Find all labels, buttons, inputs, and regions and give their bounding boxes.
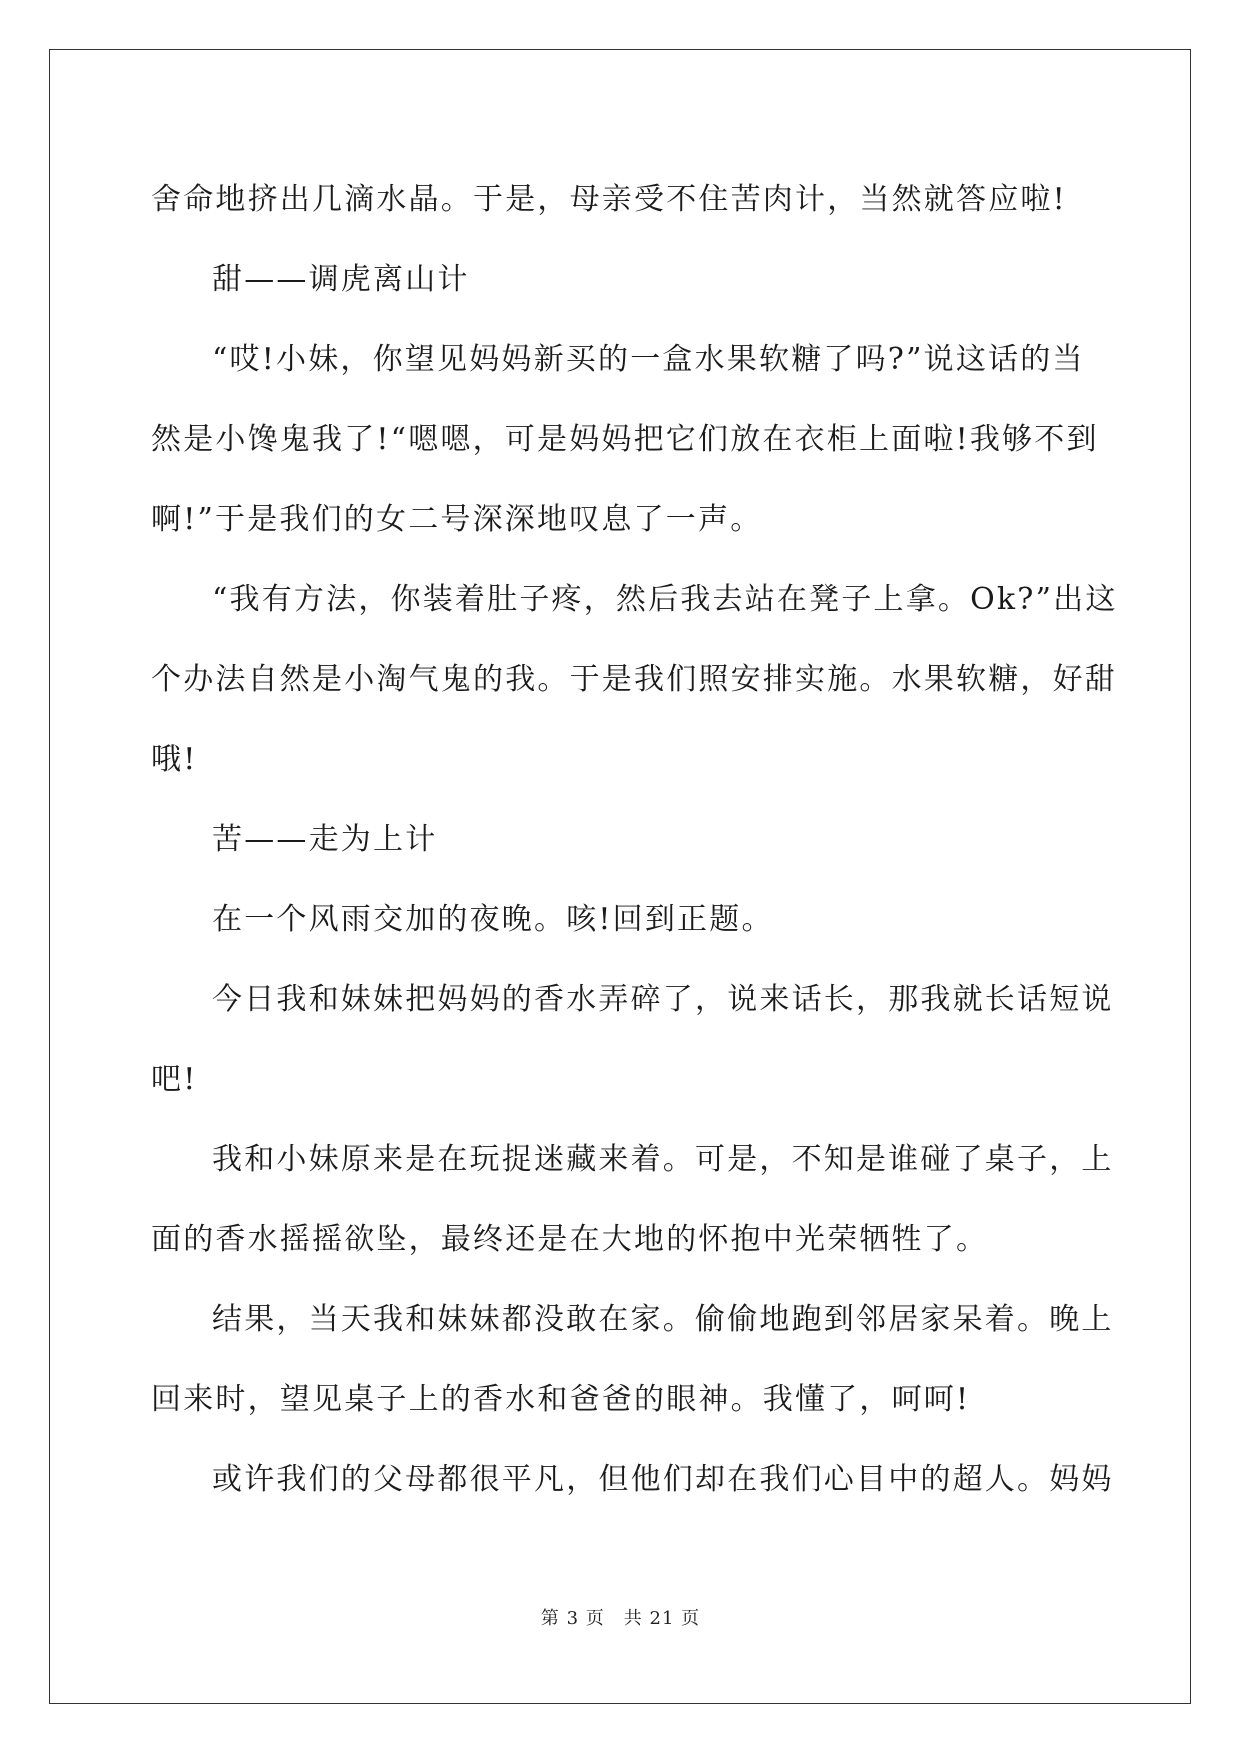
document-body [151,160,1118,1520]
text-line: “哎!小妹，你望见妈妈新买的一盒水果软糖了吗?”说这话的当 [212,342,1085,377]
text-line: 面的香水摇摇欲坠，最终还是在大地的怀抱中光荣牺牲了。 [151,1222,989,1257]
text-line: 在一个风雨交加的夜晚。咳!回到正题。 [212,902,774,937]
text-line: 回来时，望见桌子上的香水和爸爸的眼神。我懂了，呵呵! [151,1382,971,1417]
text-line: 吧! [151,1062,198,1097]
text-line: 今日我和妹妹把妈妈的香水弄碎了，说来话长，那我就长话短说 [212,982,1114,1017]
text-line: 个办法自然是小淘气鬼的我。于是我们照安排实施。水果软糖，好甜 [151,662,1117,697]
text-line: 或许我们的父母都很平凡，但他们却在我们心目中的超人。妈妈 [212,1462,1114,1497]
text-line: 我和小妹原来是在玩捉迷藏来着。可是，不知是谁碰了桌子，上 [212,1142,1114,1177]
text-line: “我有方法，你装着肚子疼，然后我去站在凳子上拿。Ok?”出这 [212,582,1118,617]
text-line: 然是小馋鬼我了!“嗯嗯，可是妈妈把它们放在衣柜上面啦!我够不到 [151,422,1099,457]
text-line: 啊!”于是我们的女二号深深地叹息了一声。 [151,502,763,537]
page-number-footer: 第 3 页 共 21 页 [540,1608,701,1629]
section-heading-bitter: 苦——走为上计 [212,822,438,857]
text-line: 舍命地挤出几滴水晶。于是，母亲受不住苦肉计，当然就答应啦! [151,182,1067,217]
text-line: 结果，当天我和妹妹都没敢在家。偷偷地跑到邻居家呆着。晚上 [212,1302,1114,1337]
section-heading-sweet: 甜——调虎离山计 [212,262,470,297]
text-line: 哦! [151,742,198,777]
